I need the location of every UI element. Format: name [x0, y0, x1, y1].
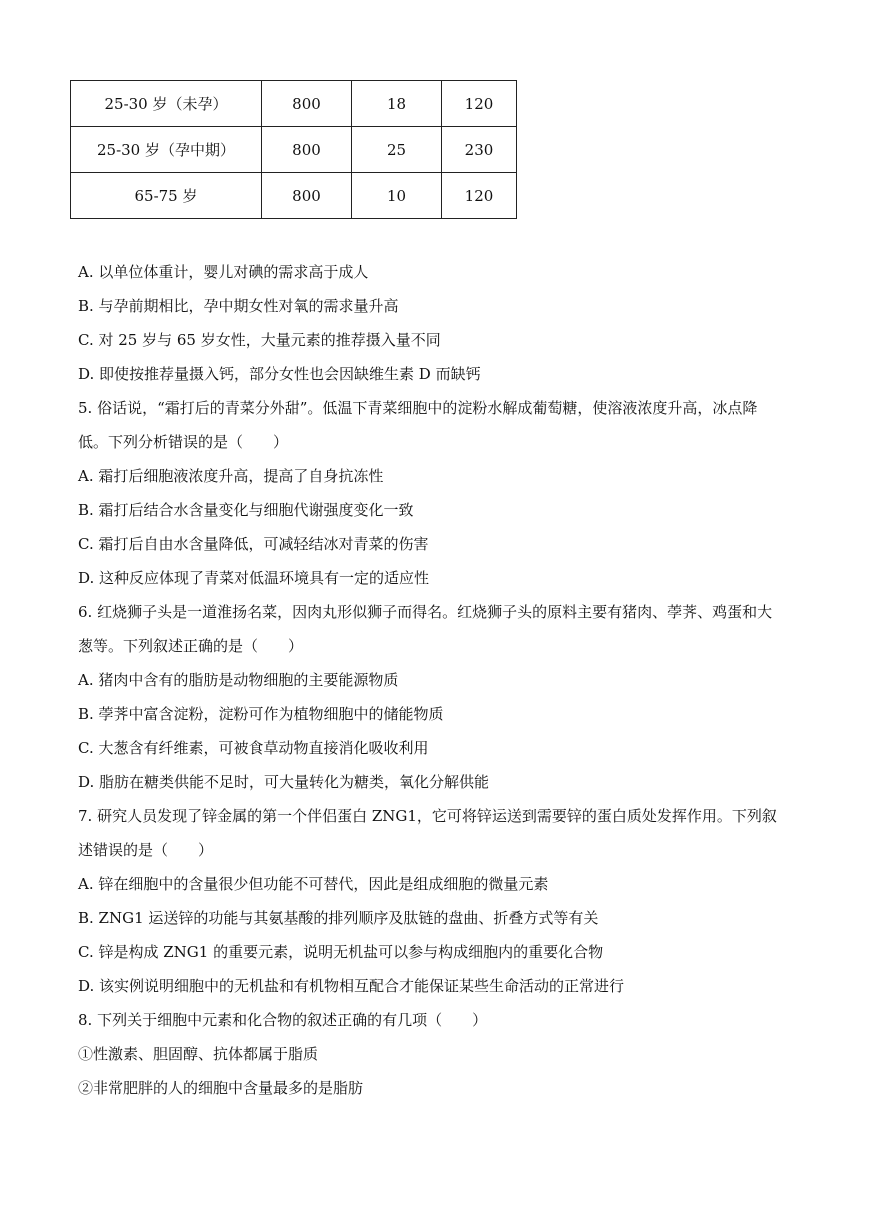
text-line: B. 霜打后结合水含量变化与细胞代谢强度变化一致 [78, 501, 414, 519]
text-line: C. 对 25 岁与 65 岁女性，大量元素的推荐摄入量不同 [78, 331, 441, 349]
table-cell: 25-30 岁（未孕） [71, 81, 262, 127]
text-line: 述错误的是（ ） [78, 841, 214, 859]
table-cell: 230 [442, 127, 517, 173]
table-row [71, 127, 517, 173]
text-line: A. 猪肉中含有的脂肪是动物细胞的主要能源物质 [78, 671, 399, 689]
text-line: D. 即使按推荐量摄入钙，部分女性也会因缺维生素 D 而缺钙 [78, 365, 481, 383]
text-line: 7. 研究人员发现了锌金属的第一个伴侣蛋白 ZNG1，它可将锌运送到需要锌的蛋白质处发挥作用。下列叙 [78, 807, 777, 825]
text-line: ①性激素、胆固醇、抗体都属于脂质 [78, 1045, 319, 1063]
text-line: A. 以单位体重计，婴儿对碘的需求高于成人 [78, 263, 369, 281]
text-line: ②非常肥胖的人的细胞中含量最多的是脂肪 [78, 1079, 364, 1097]
table-row [71, 81, 517, 127]
text-line: C. 大葱含有纤维素，可被食草动物直接消化吸收利用 [78, 739, 429, 757]
table-cell: 800 [262, 81, 352, 127]
text-line: C. 霜打后自由水含量降低，可减轻结冰对青菜的伤害 [78, 535, 429, 553]
table-row [71, 173, 517, 219]
text-line: D. 脂肪在糖类供能不足时，可大量转化为糖类，氧化分解供能 [78, 773, 490, 791]
nutrient-table [70, 80, 517, 219]
table-cell: 120 [442, 81, 517, 127]
text-line: 8. 下列关于细胞中元素和化合物的叙述正确的有几项（ ） [78, 1011, 488, 1029]
table-cell: 120 [442, 173, 517, 219]
table-cell: 25 [352, 127, 442, 173]
table-cell: 25-30 岁（孕中期） [71, 127, 262, 173]
text-line: 5. 俗话说，“霜打后的青菜分外甜”。低温下青菜细胞中的淀粉水解成葡萄糖，使溶液浓度升高，冰点降 [78, 399, 758, 417]
text-line: 低。下列分析错误的是（ ） [78, 433, 289, 451]
table-cell: 10 [352, 173, 442, 219]
text-line: B. 与孕前期相比，孕中期女性对氧的需求量升高 [78, 297, 399, 315]
text-line: B. 荸荠中富含淀粉，淀粉可作为植物细胞中的储能物质 [78, 705, 444, 723]
text-line: 6. 红烧狮子头是一道淮扬名菜，因肉丸形似狮子而得名。红烧狮子头的原料主要有猪肉、荸荠、鸡蛋和大 [78, 603, 773, 621]
table-cell: 18 [352, 81, 442, 127]
question-text [78, 255, 798, 1105]
table-cell: 800 [262, 173, 352, 219]
text-line: 葱等。下列叙述正确的是（ ） [78, 637, 304, 655]
text-line: D. 该实例说明细胞中的无机盐和有机物相互配合才能保证某些生命活动的正常进行 [78, 977, 625, 995]
text-line: B. ZNG1 运送锌的功能与其氨基酸的排列顺序及肽链的盘曲、折叠方式等有关 [78, 909, 599, 927]
text-line: D. 这种反应体现了青菜对低温环境具有一定的适应性 [78, 569, 430, 587]
table-cell: 800 [262, 127, 352, 173]
text-line: A. 霜打后细胞液浓度升高，提高了自身抗冻性 [78, 467, 384, 485]
text-line: C. 锌是构成 ZNG1 的重要元素，说明无机盐可以参与构成细胞内的重要化合物 [78, 943, 604, 961]
text-line: A. 锌在细胞中的含量很少但功能不可替代，因此是组成细胞的微量元素 [78, 875, 549, 893]
table-cell: 65-75 岁 [71, 173, 262, 219]
